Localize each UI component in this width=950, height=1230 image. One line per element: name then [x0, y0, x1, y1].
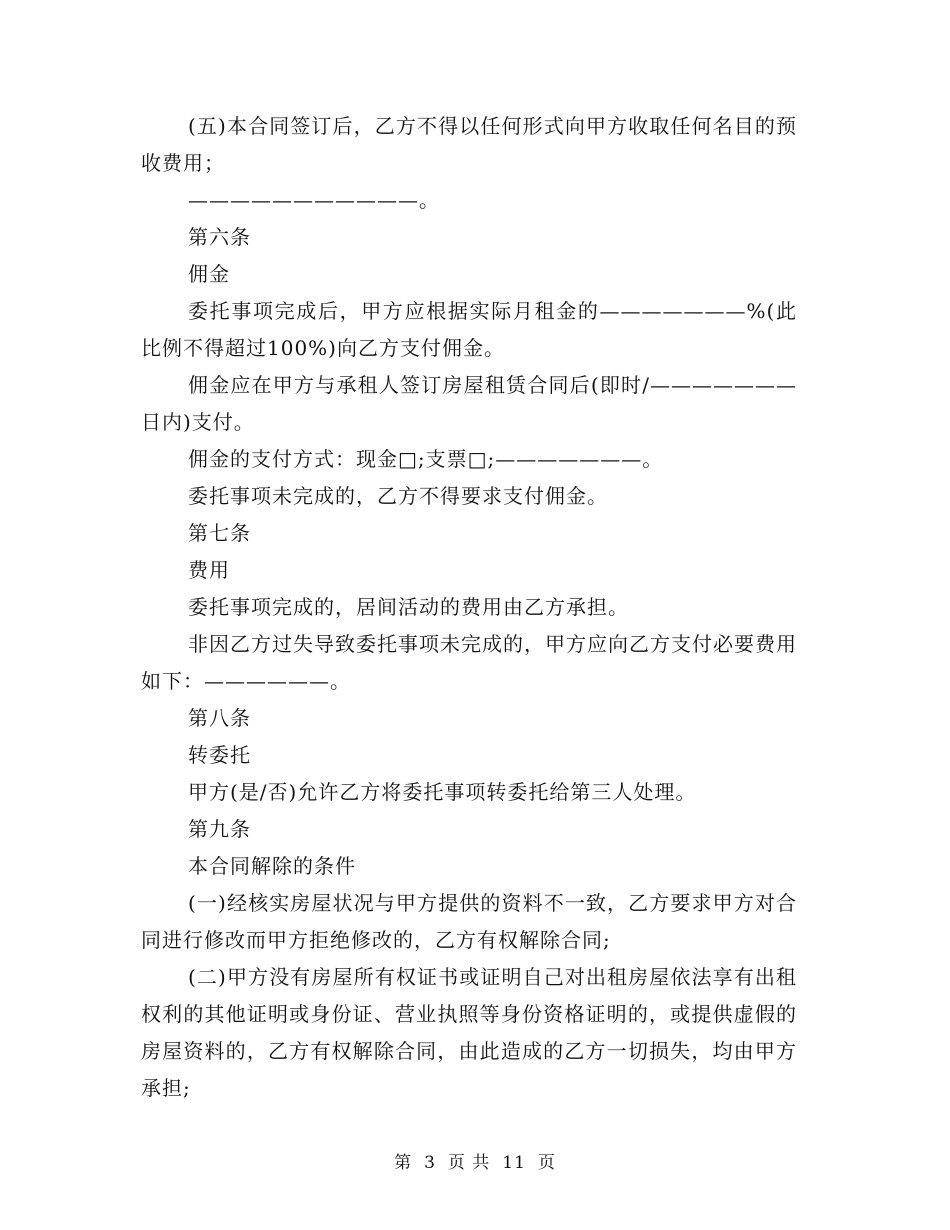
commission-unfinished-paragraph: 委托事项未完成的，乙方不得要求支付佣金。 [188, 484, 608, 508]
document-body [141, 108, 797, 1107]
article-8-heading: 第八条 [188, 706, 251, 730]
subcontract-paragraph: 甲方(是/否)允许乙方将委托事项转委托给第三人处理。 [188, 780, 697, 804]
article-7-title: 费用 [188, 558, 230, 582]
footer-total-pages: 11 [502, 1153, 526, 1173]
article-6-heading: 第六条 [188, 225, 251, 249]
termination-condition-2: (二)甲方没有房屋所有权证书或证明自己对出租房屋依法享有出租权利的其他证明或身份证、营业执照等身份资格证明的，或提供虚假的房屋资料的，乙方有权解除合同，由此造成的乙方一切损失，均由甲方承担; [141, 965, 797, 1100]
article-6-title: 佣金 [188, 262, 230, 286]
expense-uncompleted-paragraph: 非因乙方过失导致委托事项未完成的，甲方应向乙方支付必要费用如下：——————。 [141, 632, 797, 693]
article-9-title: 本合同解除的条件 [188, 854, 356, 878]
footer-middle: 页 共 [447, 1153, 491, 1173]
clause-5-paragraph: (五)本合同签订后，乙方不得以任何形式向甲方收取任何名目的预收费用； [141, 114, 797, 175]
article-9-heading: 第九条 [188, 817, 251, 841]
blank-line: ———————————。 [188, 188, 440, 212]
page-footer [0, 1150, 950, 1176]
commission-timing-paragraph: 佣金应在甲方与承租人签订房屋租赁合同后(即时/———————日内)支付。 [141, 373, 797, 434]
commission-rate-paragraph: 委托事项完成后，甲方应根据实际月租金的———————%(此比例不得超过100%)向乙方支付佣金。 [141, 299, 797, 360]
footer-prefix: 第 [394, 1153, 413, 1173]
commission-payment-method: 佣金的支付方式：现金□;支票□;———————。 [188, 447, 664, 471]
termination-condition-1: (一)经核实房屋状况与甲方提供的资料不一致，乙方要求甲方对合同进行修改而甲方拒绝修改的，乙方有权解除合同; [141, 891, 797, 952]
footer-page-number: 3 [424, 1153, 436, 1173]
article-8-title: 转委托 [188, 743, 251, 767]
footer-suffix: 页 [537, 1153, 556, 1173]
article-7-heading: 第七条 [188, 521, 251, 545]
expense-completed-paragraph: 委托事项完成的，居间活动的费用由乙方承担。 [188, 595, 629, 619]
